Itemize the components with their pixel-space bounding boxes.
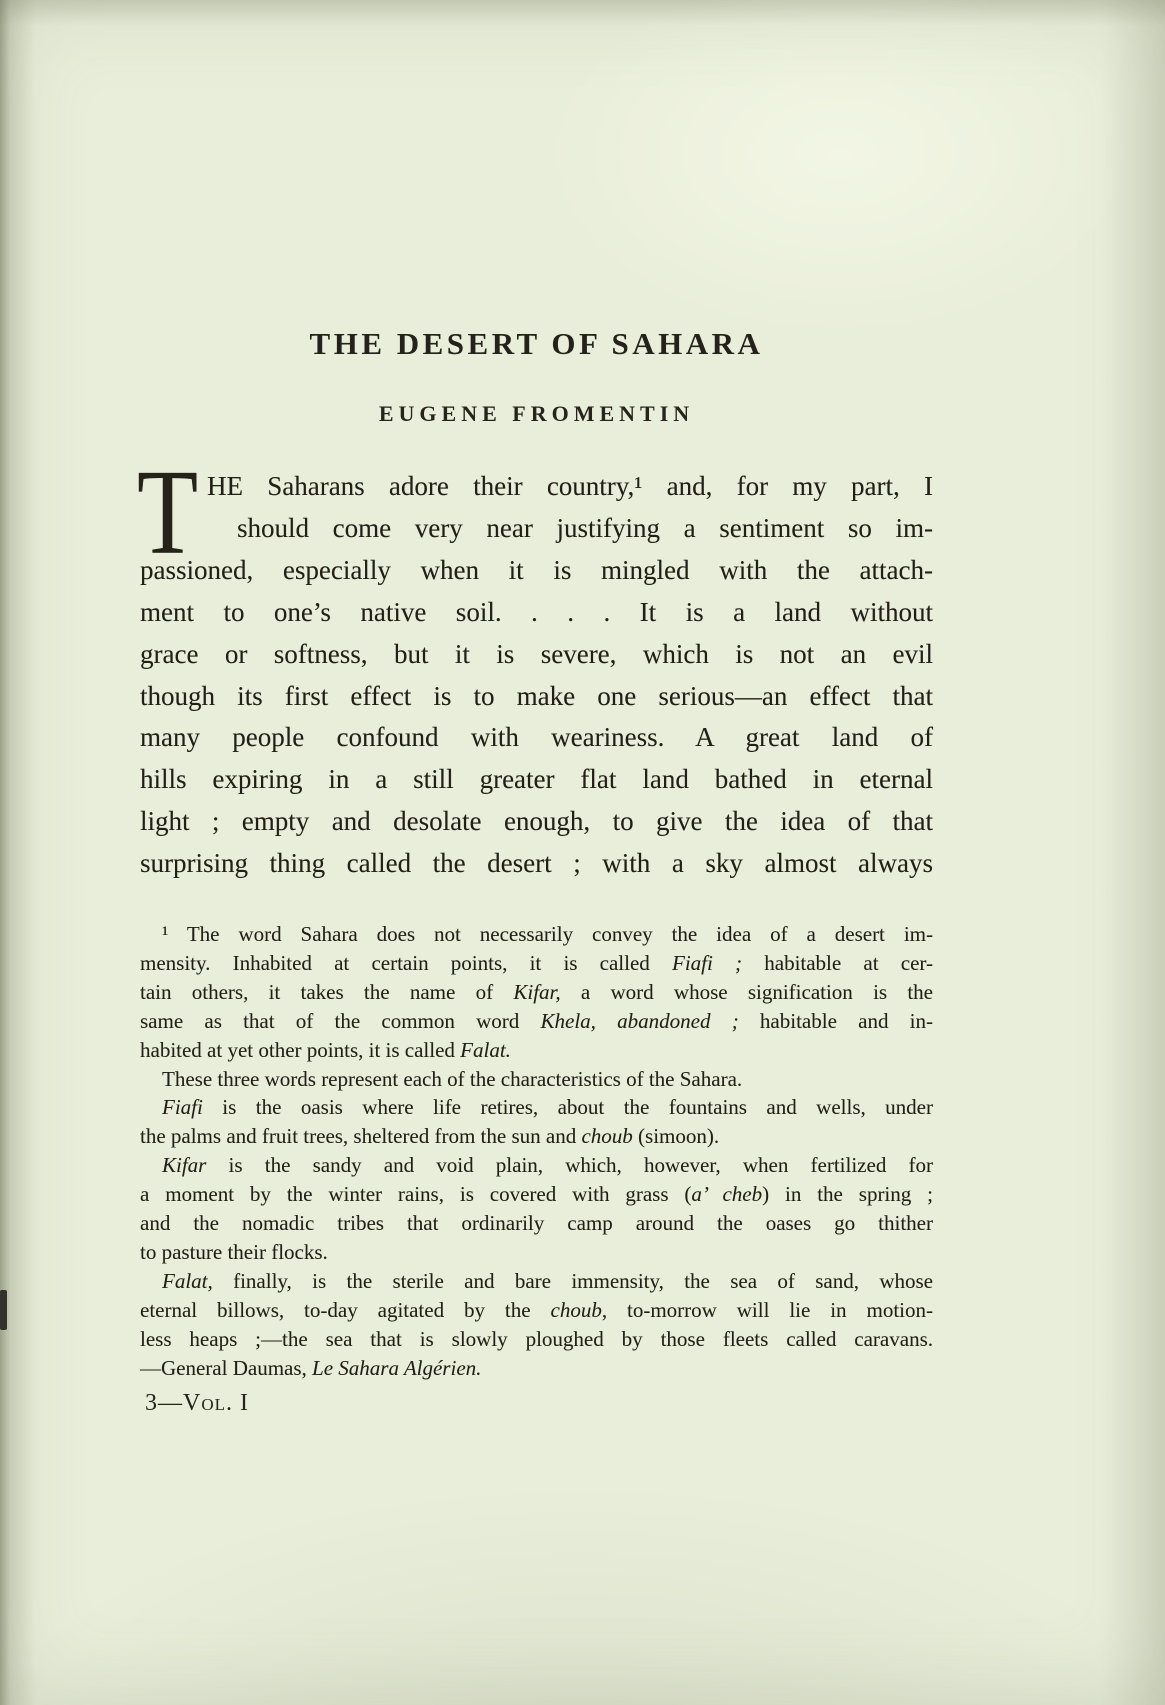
footnote-text: , to-morrow will lie in motion-	[601, 1297, 933, 1322]
footnote-line	[140, 1209, 933, 1238]
footnote-line	[140, 1036, 933, 1065]
footnote-line	[140, 1093, 933, 1122]
footnote-block	[140, 920, 933, 1383]
footnote-text: ¹ The word Sahara does not necessarily convey the idea of a desert im-	[162, 922, 933, 946]
footnote-line	[140, 1007, 933, 1036]
footnote-text: is the oasis where life retires, about the fountains and wells, under	[202, 1095, 933, 1120]
footnote-italic-term: Fiafi ;	[672, 950, 743, 975]
footnote-italic-term: Khela, abandoned ;	[540, 1008, 739, 1033]
footnote-text: less heaps ;—the sea that is slowly ploughed by those fleets called caravans.	[140, 1326, 933, 1351]
body-line: hills expiring in a still greater flat land bathed in eternal	[140, 764, 933, 795]
footnote-text: habitable and in-	[738, 1008, 933, 1033]
body-line: ment to one’s native soil. . . . It is a land without	[140, 596, 933, 627]
drop-cap: T	[137, 445, 199, 580]
body-line: light ; empty and desolate enough, to give the idea of that	[140, 806, 933, 837]
footnote-italic-term: Le Sahara Algérien.	[312, 1355, 482, 1380]
footnote-line	[140, 1325, 933, 1354]
footnote-text: finally, is the sterile and bare immensity, the sea of sand, whose	[212, 1268, 933, 1293]
footnote-text: mensity. Inhabited at certain points, it is called	[140, 950, 673, 975]
footnote-line	[140, 978, 933, 1007]
footnote-text: These three words represent each of the characteristics of the Sahara.	[162, 1066, 743, 1091]
body-line: grace or softness, but it is severe, which is not an evil	[140, 638, 933, 669]
body-line: should come very near justifying a sentiment so im-	[237, 512, 933, 543]
footnote-line	[140, 949, 933, 978]
page-content	[137, 0, 933, 1705]
body-line: surprising thing called the desert ; with a sky almost always	[140, 848, 933, 879]
body-line: HE Saharans adore their country,¹ and, for my part, I	[207, 471, 933, 501]
footnote-text: is the sandy and void plain, which, however, when fertilized for	[206, 1153, 933, 1178]
page-edge-mark	[0, 1290, 7, 1330]
footnote-italic-term: choub	[550, 1297, 602, 1322]
volume-footer: 3—Vol. I	[145, 1390, 249, 1416]
footnote-text: a word whose signification is the	[560, 979, 933, 1004]
footnote-line	[140, 1267, 933, 1296]
footnote-text: habited at yet other points, it is called	[140, 1037, 461, 1062]
body-line: many people confound with weariness. A great land of	[140, 722, 933, 753]
footnote-lines	[140, 920, 933, 1383]
footnote-text: eternal billows, to-day agitated by the	[140, 1297, 551, 1322]
footnote-text: and the nomadic tribes that ordinarily camp around the oases go thither	[140, 1211, 933, 1236]
footnote-line	[140, 1122, 933, 1151]
footnote-line	[140, 1296, 933, 1325]
footnote-italic-term: Falat.	[460, 1037, 511, 1062]
footnote-line	[140, 1151, 933, 1180]
body-line: passioned, especially when it is mingled with the attach-	[140, 554, 933, 585]
body-line: though its first effect is to make one serious—an effect that	[140, 680, 933, 711]
footnote-italic-term: Kifar,	[513, 979, 561, 1004]
footnote-text: tain others, it takes the name of	[140, 979, 514, 1004]
footnote-text: (simoon).	[632, 1124, 720, 1149]
footnote-italic-term: Kifar	[162, 1153, 207, 1178]
page-title: THE DESERT OF SAHARA	[309, 326, 764, 361]
footnote-text: same as that of the common word	[140, 1008, 541, 1033]
footnote-text: to pasture their flocks.	[140, 1239, 328, 1264]
footnote-text: the palms and fruit trees, sheltered from the sun and	[140, 1124, 582, 1149]
body-text	[137, 445, 933, 885]
footnote-text: a moment by the winter rains, is covered with grass (	[140, 1182, 692, 1207]
footnote-text: —General Daumas,	[140, 1355, 313, 1380]
footnote-line	[140, 1180, 933, 1209]
footnote-line	[140, 920, 933, 949]
footnote-text: ) in the spring ;	[762, 1182, 933, 1207]
footnote-line	[140, 1065, 933, 1094]
body-lines	[140, 466, 933, 885]
footnote-italic-term: choub	[581, 1124, 633, 1149]
footnote-italic-term: Fiafi	[162, 1095, 203, 1120]
footnote-line	[140, 1354, 933, 1383]
footnote-italic-term: Falat,	[162, 1268, 213, 1293]
footnote-italic-term: a’ cheb	[691, 1182, 763, 1207]
footnote-line	[140, 1238, 933, 1267]
footnote-text: habitable at cer-	[742, 950, 933, 975]
author-name: EUGENE FROMENTIN	[378, 401, 695, 426]
